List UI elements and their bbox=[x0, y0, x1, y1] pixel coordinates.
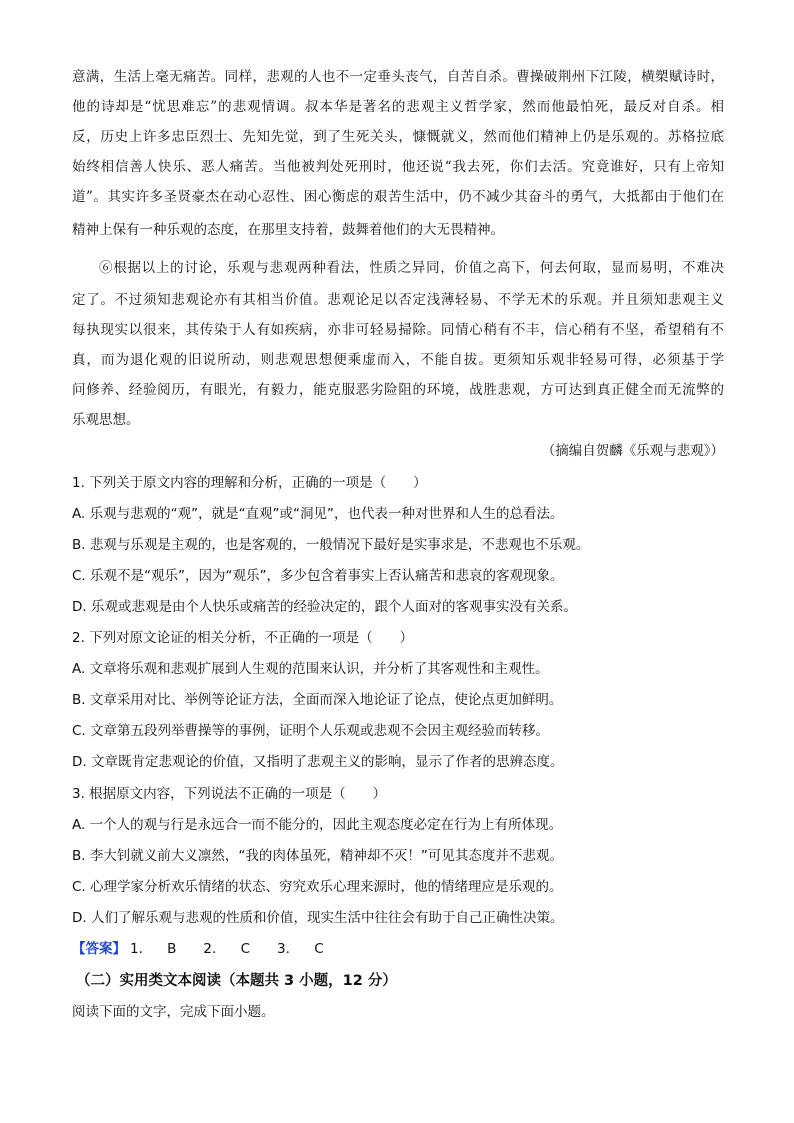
question-option: D. 人们了解乐观与悲观的性质和价值，现实生活中往往会有助于自己正确性决策。 bbox=[72, 910, 564, 926]
question-option: A. 文章将乐观和悲观扩展到人生观的范围来认识，并分析了其客观性和主观性。 bbox=[72, 661, 549, 677]
answer-tag: 【答案】 bbox=[72, 941, 126, 957]
paragraph-6-line: 乐观思想。 bbox=[72, 412, 140, 428]
question-option: A. 一个人的观与行是永远合一而不能分的，因此主观态度必定在行为上有所体现。 bbox=[72, 817, 563, 833]
passage-line: 意满，生活上毫无痛苦。同样，悲观的人也不一定垂头丧气，自苦自杀。曹操破荆州下江陵，横槊赋诗时， bbox=[72, 69, 724, 85]
source-citation: （摘编自贺麟《乐观与悲观》） bbox=[541, 443, 724, 459]
question-stem: 3. 根据原文内容，下列说法不正确的一项是（ ） bbox=[72, 786, 387, 802]
question-stem: 2. 下列对原文论证的相关分析，不正确的一项是（ ） bbox=[72, 630, 414, 646]
question-stem: 1. 下列关于原文内容的理解和分析，正确的一项是（ ） bbox=[72, 475, 427, 491]
passage-line: 他的诗却是“忧思难忘”的悲观情调。叔本华是著名的悲观主义哲学家，然而他最怕死，最反对自杀。相 bbox=[72, 99, 724, 115]
question-option: C. 乐观不是“观乐”，因为“观乐”，多少包含着事实上否认痛苦和悲哀的客观现象。 bbox=[72, 568, 564, 584]
passage-line: 始终相信善人快乐、恶人痛苦。当他被判处死刑时，他还说“我去死，你们去活。究竟谁好，只有上帝知 bbox=[72, 159, 724, 175]
passage-line: 反，历史上许多忠臣烈士、先知先觉，到了生死关头，慷慨就义，然而他们精神上仍是乐观的。苏格拉底 bbox=[72, 129, 724, 145]
paragraph-6-line: 定了。不过须知悲观论亦有其相当价值。悲观论足以否定浅薄轻易、不学无术的乐观。并且须知悲观主义 bbox=[72, 292, 724, 308]
section-heading: （二）实用类文本阅读（本题共 3 小题，12 分） bbox=[76, 973, 397, 989]
question-option: C. 心理学家分析欢乐情绪的状态、穷究欢乐心理来源时，他的情绪理应是乐观的。 bbox=[72, 879, 563, 895]
question-option: C. 文章第五段列举曹操等的事例，证明个人乐观或悲观不会因主观经验而转移。 bbox=[72, 723, 550, 739]
passage-line: 精神上保有一种乐观的态度，在那里支持着，鼓舞着他们的大无畏精神。 bbox=[72, 222, 504, 238]
paragraph-6-line: 每执现实以很来，其传染于人有如疾病，亦非可轻易掃除。同情心稍有不丰，信心稍有不坚，希望稍有不 bbox=[72, 322, 724, 338]
paragraph-6-line: 问修养、经验阅历，有眼光，有毅力，能克服恶劣险阻的环境，战胜悲观，方可达到真正健全而无流弊的 bbox=[72, 382, 724, 398]
section-instruction: 阅读下面的文字，完成下面小题。 bbox=[72, 1004, 275, 1020]
paragraph-6-line: 真，而为退化观的旧说所动，则悲观思想便乘虚而入，不能自拔。更须知乐观非轻易可得，必须基于学 bbox=[72, 352, 724, 368]
question-option: B. 文章采用对比、举例等论证方法，全面而深入地论证了论点，使论点更加鲜明。 bbox=[72, 692, 563, 708]
question-option: D. 乐观或悲观是由个人快乐或痛苦的经验决定的，跟个人面对的客观事实没有关系。 bbox=[72, 599, 577, 615]
question-option: B. 悲观与乐观是主观的，也是客观的，一般情况下最好是实事求是，不悲观也不乐观。 bbox=[72, 537, 590, 553]
paragraph-6-line: ⑥根据以上的讨论，乐观与悲观两种看法，性质之异同，价值之高下，何去何取，显而易明，不难决 bbox=[99, 260, 724, 276]
question-option: D. 文章既肯定悲观论的价值，又指明了悲观主义的影响，显示了作者的思辨态度。 bbox=[72, 754, 564, 770]
answer-line bbox=[72, 940, 724, 958]
passage-line: 道”。其实许多圣贤豪杰在动心忍性、困心衡虑的艰苦生活中，仍不减少其奋斗的勇气，大抵都由于他们在 bbox=[72, 189, 724, 205]
answer-values: 1. B 2. C 3. C bbox=[130, 941, 324, 957]
question-option: B. 李大钊就义前大义凛然，“我的肉体虽死，精神却不灭！”可见其态度并不悲观。 bbox=[72, 848, 563, 864]
question-option: A. 乐观与悲观的“观”，就是“直观”或“洞见”，也代表一种对世界和人生的总看法。 bbox=[72, 506, 564, 522]
